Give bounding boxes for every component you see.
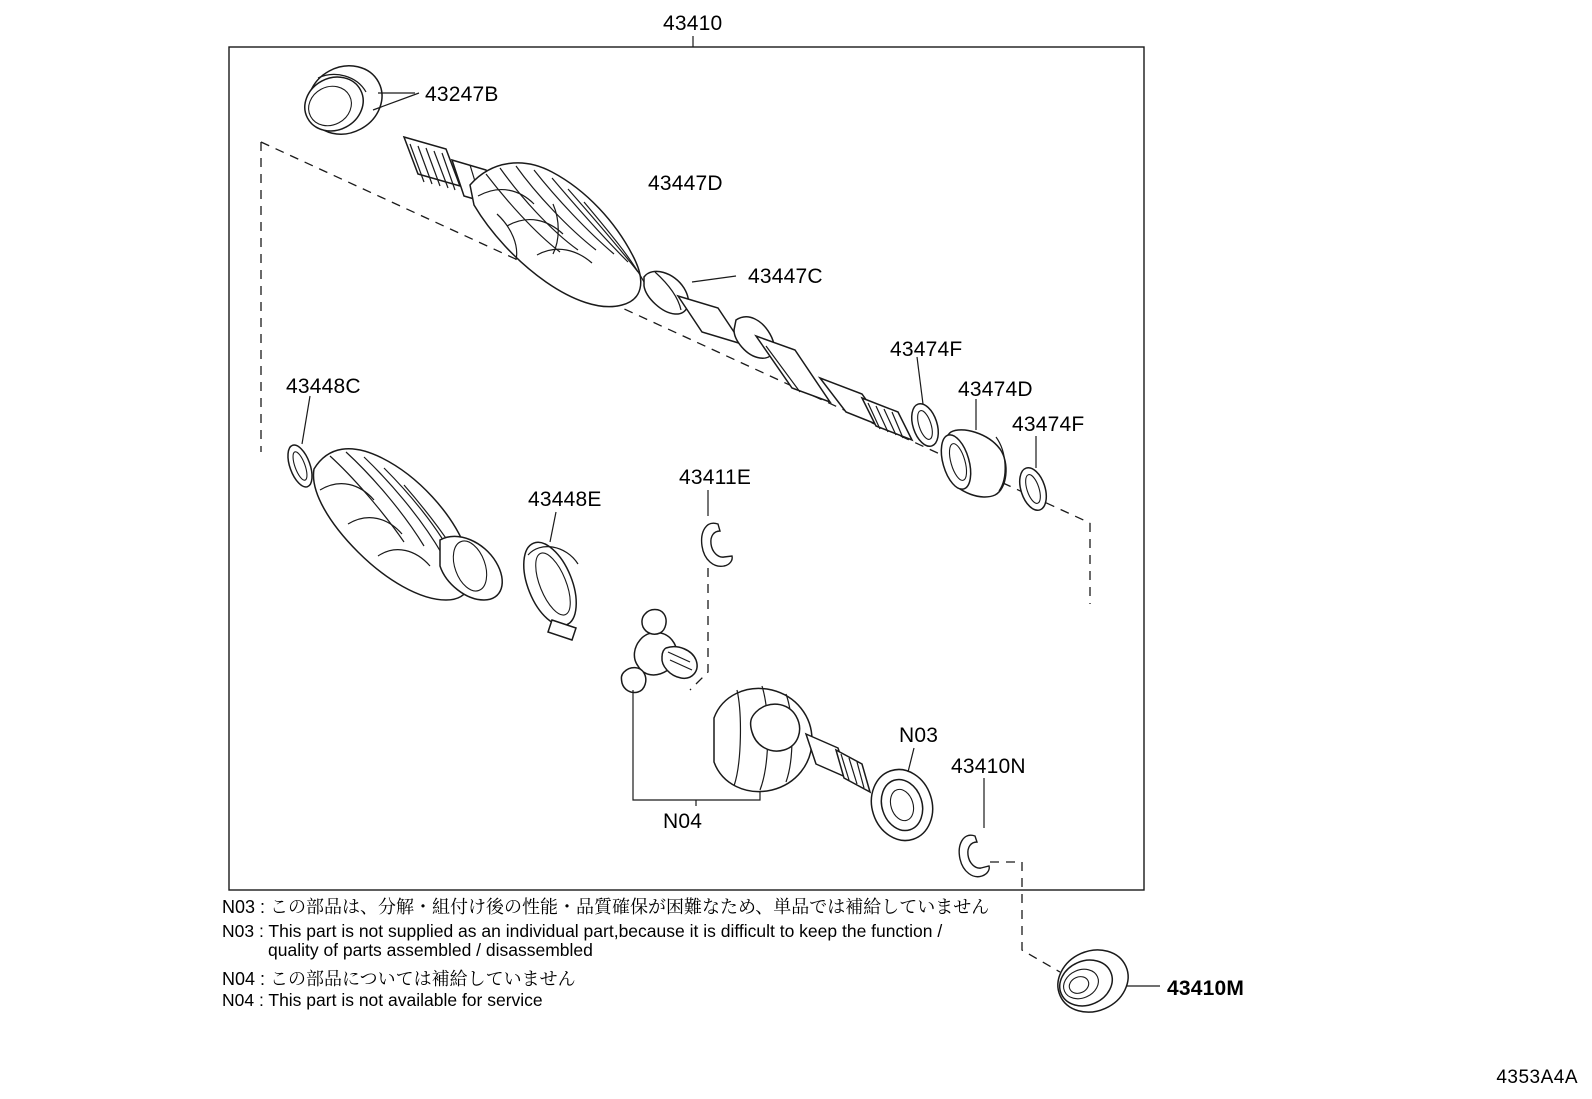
part-43410N [959, 778, 1060, 972]
part-N03-housing [714, 686, 870, 792]
note-n03-en-cont: quality of parts assembled / disassembled [268, 940, 593, 960]
note-n03-jp: N03 : この部品は、分解・組付け後の性能・品質確保が困難なため、単品では補給していません [222, 897, 990, 917]
callout-43447D: 43447D [648, 172, 723, 195]
assembly-number-label: 43410 [663, 12, 723, 35]
callout-43411E: 43411E [679, 466, 752, 489]
note-n04-en: N04 : This part is not available for service [222, 990, 543, 1010]
callout-43474F-lower: 43474F [1012, 413, 1085, 436]
note-n03-en: N03 : This part is not supplied as an individual part,because it is difficult to keep the function / [222, 921, 943, 941]
part-43474F-upper [907, 357, 943, 450]
callout-N03: N03 [899, 724, 939, 747]
callout-43410M: 43410M [1167, 977, 1245, 1000]
callout-43448C: 43448C [286, 375, 361, 398]
part-shaft-middle [678, 296, 912, 440]
callout-43448E: 43448E [528, 488, 602, 511]
callout-43410N: 43410N [951, 755, 1026, 778]
part-43474F-lower [1015, 436, 1051, 514]
callout-43247B: 43247B [425, 83, 499, 106]
part-43247B [295, 53, 415, 147]
callout-43447C: 43447C [748, 265, 823, 288]
part-43410M [1048, 939, 1160, 1023]
callout-43474D: 43474D [958, 378, 1033, 401]
callout-43474F-upper: 43474F [890, 338, 963, 361]
drawing-code: 4353A4A [1496, 1067, 1578, 1088]
part-43474D [936, 399, 1006, 497]
note-n04-jp: N04 : この部品については補給していません [222, 969, 576, 989]
callout-N04: N04 [663, 810, 703, 833]
part-43448C [283, 396, 502, 600]
part-43447D [470, 163, 644, 307]
part-N03-seal [862, 748, 941, 849]
part-43448E [513, 512, 587, 640]
